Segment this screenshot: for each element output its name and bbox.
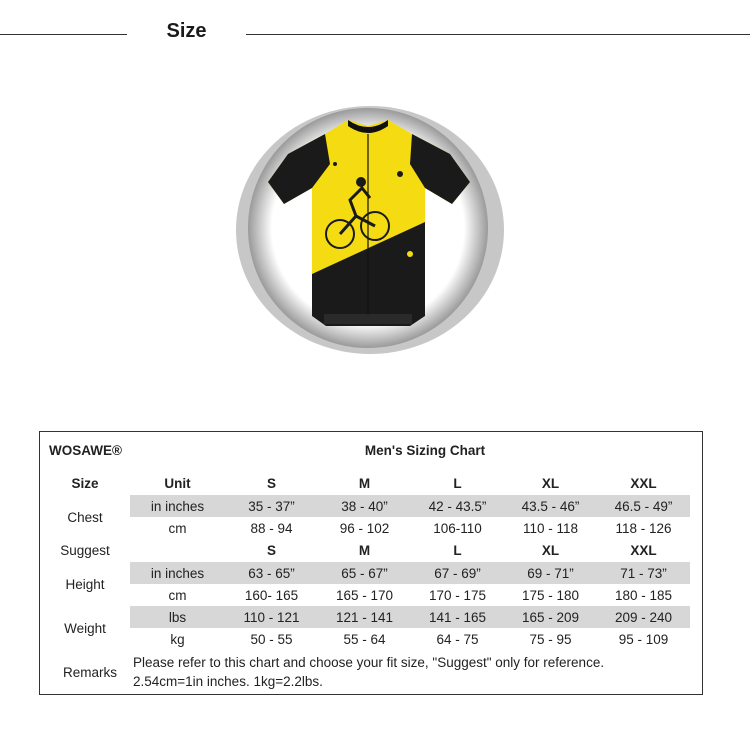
weight-lbs-s: 110 - 121 [243,609,300,625]
chest-inches-unit: in inches [150,498,205,514]
weight-lbs-xl: 165 - 209 [521,609,580,625]
product-jersey-image [220,104,520,354]
remarks-text [133,653,693,691]
header-divider-right [246,34,750,35]
weight-lbs-xxl: 209 - 240 [614,609,673,625]
height-cm-s: 160- 165 [244,587,299,603]
size-header: Size [71,475,99,491]
weight-kg-xl: 75 - 95 [529,631,572,647]
weight-kg-unit: kg [170,631,185,647]
suggest-size-xl: XL [541,542,560,558]
suggest-label: Suggest [60,542,110,558]
weight-kg-s: 50 - 55 [250,631,293,647]
height-inches-xxl: 71 - 73” [620,565,667,581]
chest-cm-l: 106-110 [433,520,482,536]
remarks-line-2: 2.54cm=1in inches. 1kg=2.2lbs. [133,674,323,689]
height-cm-xxl: 180 - 185 [614,587,673,603]
chest-inches-xl: 43.5 - 46” [521,498,580,514]
height-cm-m: 165 - 170 [335,587,394,603]
size-l-header: L [453,475,462,491]
suggest-size-l: L [453,542,462,558]
header-divider-left [0,34,127,35]
size-s-header: S [266,475,276,491]
height-inches-l: 67 - 69” [434,565,481,581]
suggest-size-s: S [266,542,276,558]
remarks-line-1: Please refer to this chart and choose your fit size, "Suggest" only for reference. [133,655,605,670]
chest-inches-l: 42 - 43.5” [428,498,487,514]
weight-lbs-l: 141 - 165 [428,609,487,625]
weight-kg-l: 64 - 75 [436,631,479,647]
chest-inches-m: 38 - 40” [341,498,388,514]
height-inches-unit: in inches [150,565,205,581]
chest-cm-m: 96 - 102 [339,520,390,536]
height-inches-m: 65 - 67” [341,565,388,581]
section-title: Size [166,20,207,42]
chest-inches-xxl: 46.5 - 49” [614,498,673,514]
height-cm-unit: cm [168,587,187,603]
unit-header: Unit [164,475,191,491]
height-cm-xl: 175 - 180 [521,587,580,603]
weight-lbs-m: 121 - 141 [335,609,394,625]
height-label: Height [65,576,105,592]
suggest-size-xxl: XXL [630,542,657,558]
size-m-header: M [358,475,371,491]
chest-cm-unit: cm [168,520,187,536]
size-xl-header: XL [541,475,560,491]
size-xxl-header: XXL [630,475,657,491]
chest-cm-xl: 110 - 118 [522,520,579,536]
chest-inches-s: 35 - 37” [248,498,295,514]
chest-label: Chest [67,509,103,525]
weight-lbs-unit: lbs [168,609,187,625]
height-inches-s: 63 - 65” [248,565,295,581]
chest-cm-s: 88 - 94 [250,520,293,536]
weight-kg-m: 55 - 64 [343,631,386,647]
weight-label: Weight [64,620,106,636]
weight-kg-xxl: 95 - 109 [618,631,669,647]
remarks-label: Remarks [62,664,117,680]
height-inches-xl: 69 - 71” [527,565,574,581]
height-cm-l: 170 - 175 [428,587,487,603]
suggest-size-m: M [358,542,371,558]
chest-cm-xxl: 118 - 126 [615,520,672,536]
brand-label: WOSAWE® [49,442,122,458]
chart-title: Men's Sizing Chart [364,442,486,458]
